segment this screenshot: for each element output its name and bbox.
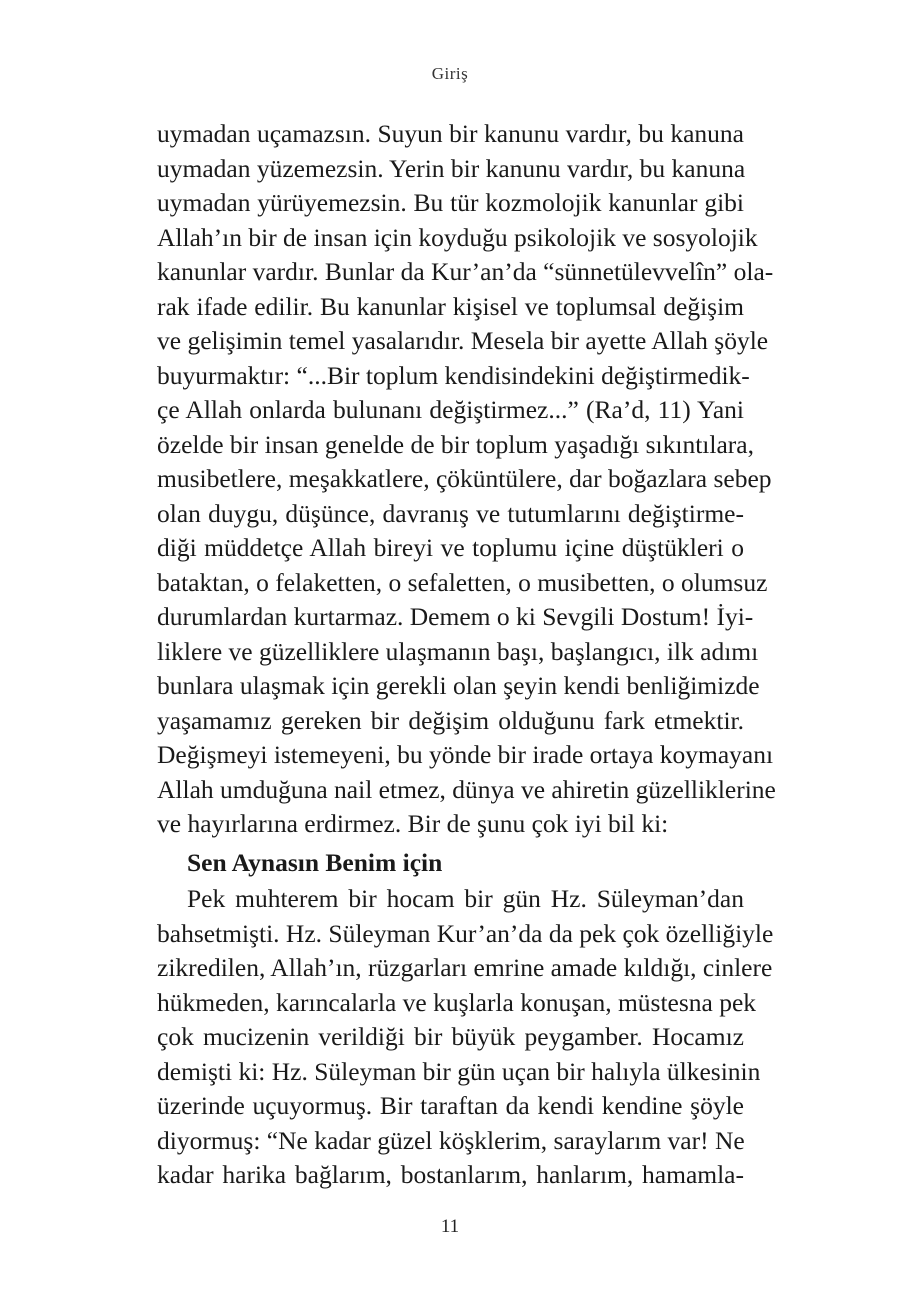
text-line: durumlardan kurtarmaz. Demem o ki Sevgili Dostum! İyi-	[157, 602, 754, 631]
text-line: diyormuş: “Ne kadar güzel köşklerim, saraylarım var! Ne	[157, 1125, 745, 1155]
text-line: musibetlere, meşakkatlere, çöküntülere, dar boğazlara sebep	[157, 464, 772, 493]
text-line: liklere ve güzelliklere ulaşmanın başı, başlangıcı, ilk adımı	[157, 636, 759, 666]
text-line: uymadan yürüyemezsin. Bu tür kozmolojik kanunlar gibi	[157, 188, 744, 217]
text-line: kanunlar vardır. Bunlar da Kur’an’da “sünnetülevvelîn” ola-	[157, 257, 774, 286]
text-line: Allah’ın bir de insan için koyduğu psikolojik ve sosyolojik	[157, 222, 758, 252]
text-line: uymadan uçamazsın. Suyun bir kanunu vardır, bu kanuna	[157, 119, 744, 148]
text-line: hükmeden, karıncalarla ve kuşlarla konuşan, müstesna pek	[157, 987, 757, 1017]
text-line: kadar harika bağlarım, bostanlarım, hanlarım, hamamla-	[157, 1160, 744, 1189]
text-line: diği müddetçe Allah bireyi ve toplumu içine düştükleri o	[157, 533, 744, 562]
text-line: ve gelişimin temel yasalarıdır. Mesela bir ayette Allah şöyle	[157, 326, 769, 355]
text-line: yaşamamız gereken bir değişim olduğunu fark etmektir.	[157, 705, 744, 735]
text-line: Allah umduğuna nail etmez, dünya ve ahiretin güzelliklerine	[157, 774, 776, 804]
running-head: Giriş	[431, 64, 469, 83]
text-line: Değişmeyi istemeyeni, bu yönde bir irade ortaya koymayanı	[157, 740, 774, 769]
text-line: Pek muhterem bir hocam bir gün Hz. Süleyman’dan	[187, 884, 744, 913]
text-line: ve hayırlarına erdirmez. Bir de şunu çok iyi bil ki:	[157, 809, 669, 838]
text-line: bunlara ulaşmak için gerekli olan şeyin kendi benliğimizde	[157, 671, 760, 700]
text-line: bahsetmişti. Hz. Süleyman Kur’an’da da pek çok özelliğiyle	[157, 918, 774, 948]
paragraph-1	[157, 117, 776, 842]
page-number: 11	[440, 1216, 460, 1237]
text-line: uymadan yüzemezsin. Yerin bir kanunu vardır, bu kanuna	[157, 153, 746, 183]
text-line: çe Allah onlarda bulunanı değiştirmez...” (Ra’d, 11) Yani	[157, 395, 744, 424]
text-line: demişti ki: Hz. Süleyman bir gün uçan bir halıyla ülkesinin	[157, 1056, 761, 1086]
paragraph-2	[157, 882, 774, 1193]
body-text	[157, 117, 776, 1193]
section-heading: Sen Aynasın Benim için	[187, 847, 443, 877]
text-line: çok mucizenin verildiği bir büyük peygamber. Hocamız	[157, 1022, 744, 1051]
text-line: özelde bir insan genelde de bir toplum yaşadığı sıkıntılara,	[157, 429, 754, 459]
text-line: olan duygu, düşünce, davranış ve tutumlarını değiştirme-	[157, 498, 744, 528]
text-line: rak ifade edilir. Bu kanunlar kişisel ve toplumsal değişim	[157, 291, 744, 321]
text-line: buyurmaktır: “...Bir toplum kendisindekini değiştirmedik-	[157, 360, 750, 390]
text-line: zikredilen, Allah’ın, rüzgarları emrine amade kıldığı, cinlere	[157, 953, 773, 982]
text-line: bataktan, o felaketten, o sefaletten, o musibetten, o olumsuz	[157, 567, 768, 597]
text-line: üzerinde uçuyormuş. Bir taraftan da kendi kendine şöyle	[157, 1091, 744, 1120]
